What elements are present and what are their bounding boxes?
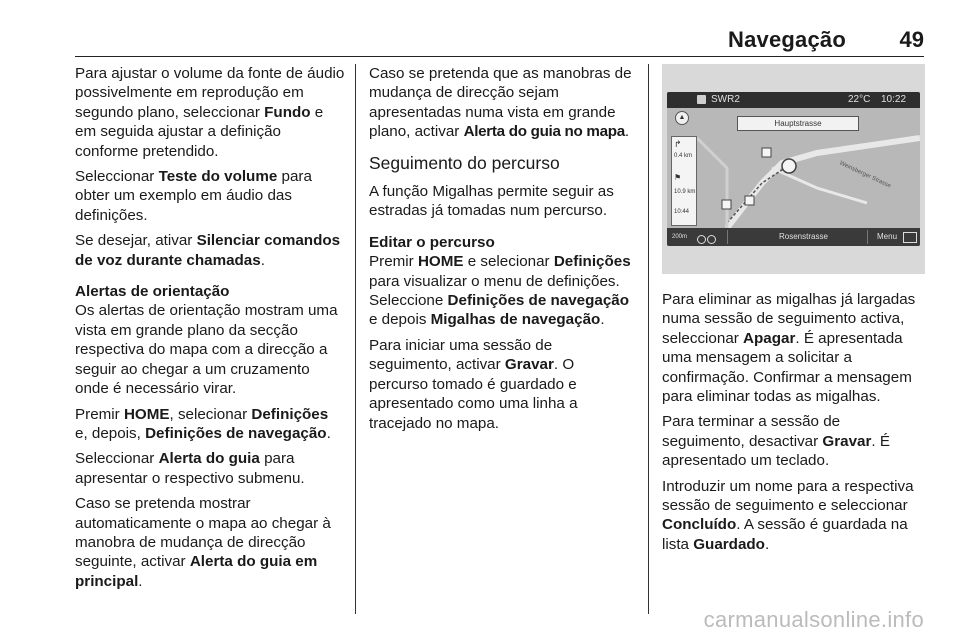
flag-icon: ⚑ <box>674 173 682 182</box>
display-bottom-bar: 200m Rosenstrasse Menu <box>667 228 920 246</box>
clock: 10:22 <box>881 94 907 105</box>
paragraph: Caso se pretenda mostrar automaticamente o mapa ao chegar à manobra de mudança de direcção seguinte, activar Alerta do guia em principal. <box>75 495 331 590</box>
radio-station: SWR2 <box>711 94 740 105</box>
display-status-bar <box>667 92 920 108</box>
column-1 <box>75 64 345 597</box>
current-street: Hauptstrasse <box>737 116 859 131</box>
watermark: carmanualsonline.info <box>703 607 924 632</box>
page-header-title: Navegação <box>728 27 846 52</box>
column-divider-2 <box>648 64 649 614</box>
paragraph: Introduzir um nome para a respectiva sessão de seguimento e seleccionar Concluído. A sessão é guardada na lista Guardado. <box>662 477 914 553</box>
page-number: 49 <box>899 27 924 52</box>
next-road: Rosenstrasse <box>779 232 828 241</box>
breadcrumb-icon[interactable] <box>697 233 723 241</box>
column-2 <box>369 64 634 439</box>
subheading-edit: Editar o percurso <box>369 233 495 251</box>
paragraph: Seleccionar Teste do volume para obter um exemplo em áudio das definições. <box>75 168 312 224</box>
paragraph: Os alertas de orientação mostram uma vista em grande plano da secção respectiva do mapa com a direcção a seguir ao chegar a um cruzamento onde é necessário virar. <box>75 302 338 398</box>
paragraph: Para ajustar o volume da fonte de áudio possivelmente em reprodução em segundo plano, seleccionar Fundo e em seguida ajustar a definição conforme pretendido. <box>75 65 345 160</box>
menu-button[interactable]: Menu <box>877 232 898 241</box>
paragraph: Premir HOME e selecionar Definições para visualizar o menu de definições. Seleccione Definições de navegação e depois Migalhas de navegação. <box>369 253 631 329</box>
menu-term: Silenciar comandos de voz durante chamadas <box>75 232 341 269</box>
column-3 <box>662 290 925 560</box>
paragraph: A função Migalhas permite seguir as estradas já tomadas num percurso. <box>369 183 614 220</box>
car-position-icon <box>782 159 796 173</box>
radio-icon <box>697 95 706 104</box>
subheading-alerts: Alertas de orientação <box>75 283 230 301</box>
menu-term: Teste do volume <box>158 168 278 186</box>
paragraph: Seleccionar Alerta do guia para apresentar o respectivo submenu. <box>75 450 305 487</box>
paragraph: Caso se pretenda que as manobras de mudança de direcção sejam apresentadas numa vista em grande plano, activar Alerta do guia no mapa. <box>369 65 632 141</box>
map-street-label: Weinsberger Strasse <box>838 160 892 190</box>
turn-arrow-icon: ↱ <box>674 139 682 149</box>
column-divider-1 <box>355 64 356 614</box>
section-title: Seguimento do percurso <box>369 152 560 173</box>
compass-icon[interactable]: ▲ <box>675 111 689 125</box>
paragraph: Para iniciar uma sessão de seguimento, activar Gravar. O percurso tomado é guardado e apresentado como uma linha a tracejado no mapa. <box>369 336 578 432</box>
paragraph: Para eliminar as migalhas já largadas numa sessão de seguimento activa, seleccionar Apagar. É apresentada uma mensagem a solicitar a confirmação. Confirmar a mensagem para eliminar todas as migalhas. <box>662 291 916 406</box>
paragraph: Para terminar a sessão de seguimento, desactivar Gravar. É apresentado um teclado. <box>662 413 890 470</box>
navigation-screen-illustration <box>662 64 925 274</box>
header-divider <box>75 56 924 57</box>
paragraph: Premir HOME, selecionar Definições e, depois, Definições de navegação. <box>75 405 331 442</box>
menu-term: Fundo <box>264 103 311 121</box>
grid-icon[interactable] <box>903 232 917 243</box>
paragraph: Se desejar, ativar Silenciar comandos de voz durante chamadas. <box>75 232 341 269</box>
route-info-panel: ↱ 0.4 km ⚑ 10.9 km 10:44 <box>671 136 697 226</box>
infotainment-display <box>667 92 920 246</box>
map-view <box>667 108 920 228</box>
temperature: 22°C <box>848 94 871 105</box>
